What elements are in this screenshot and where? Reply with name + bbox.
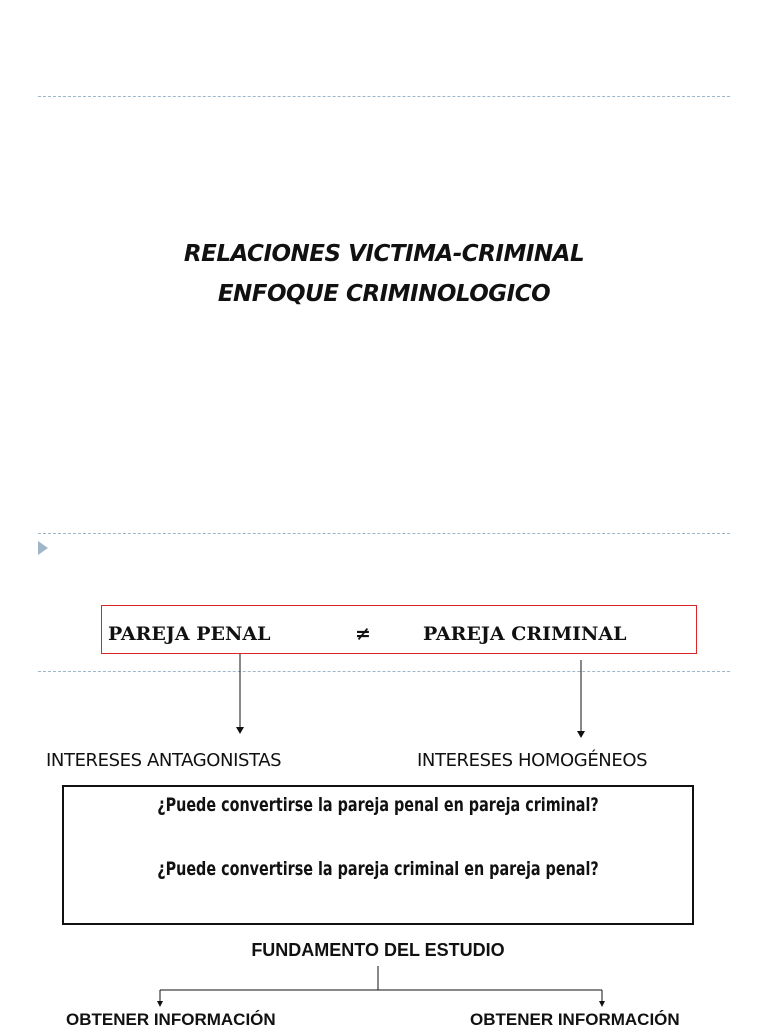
pareja-penal-label: PAREJA PENAL xyxy=(108,623,271,645)
fundamento-branch xyxy=(157,966,605,1007)
question-criminal-to-penal: ¿Puede convertirse la pareja criminal en pareja penal? xyxy=(157,858,599,880)
slide-title-line-2: ENFOQUE CRIMINOLOGICO xyxy=(217,281,551,307)
arrow-to-homogeneos xyxy=(577,660,585,738)
obtener-informacion-right: OBTENER INFORMACIÓN xyxy=(470,1010,680,1029)
intereses-homogeneos-label: INTERESES HOMOGÉNEOS xyxy=(417,750,648,771)
fundamento-del-estudio-heading: FUNDAMENTO DEL ESTUDIO xyxy=(251,940,505,960)
intereses-antagonistas-label: INTERESES ANTAGONISTAS xyxy=(46,750,282,771)
not-equal-sign: ≠ xyxy=(355,623,371,645)
question-penal-to-criminal: ¿Puede convertirse la pareja penal en pareja criminal? xyxy=(157,794,599,816)
arrow-to-antagonistas xyxy=(236,654,244,734)
pareja-criminal-label: PAREJA CRIMINAL xyxy=(423,623,627,645)
obtener-informacion-left: OBTENER INFORMACIÓN xyxy=(66,1010,276,1029)
slide-title-line-1: RELACIONES VICTIMA-CRIMINAL xyxy=(183,241,585,267)
